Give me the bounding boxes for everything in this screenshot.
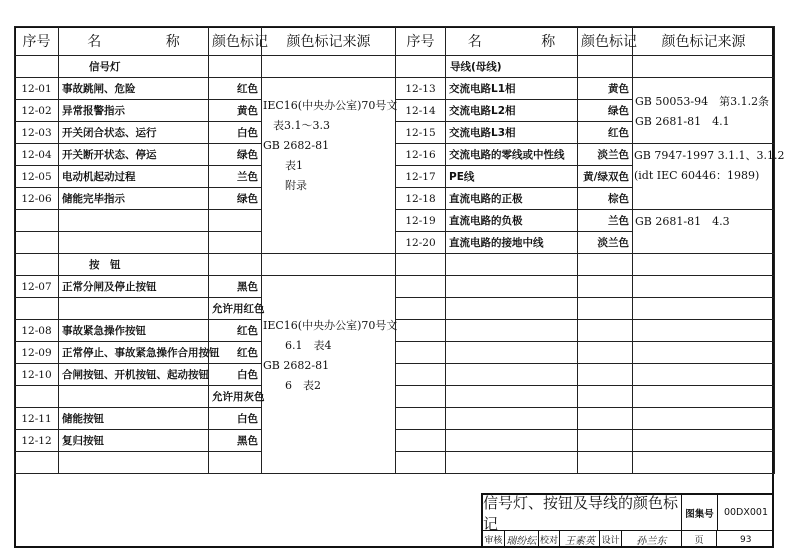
row-number [396, 276, 446, 298]
source-line: GB 50053-94 第3.1.2条 [635, 95, 770, 108]
row-color: 红色 [209, 320, 262, 342]
row-number: 12-10 [15, 364, 59, 386]
signature-row [481, 530, 774, 548]
header-name-right: 称 [165, 34, 180, 50]
title-block [481, 493, 774, 548]
row-number [396, 408, 446, 430]
table-row [396, 386, 775, 408]
table-row [396, 276, 775, 298]
source-line: 表1 [285, 159, 303, 172]
row-number [15, 254, 59, 276]
source-wire-3 [635, 212, 730, 232]
table-row [15, 56, 396, 78]
row-name: 储能完毕指示 [59, 188, 209, 210]
row-number [396, 298, 446, 320]
row-name [446, 430, 578, 452]
row-number: 12-03 [15, 122, 59, 144]
row-color: 红色 [578, 122, 633, 144]
row-name: 电动机起动过程 [59, 166, 209, 188]
header-color-mark: 颜色标记 [209, 27, 262, 56]
source-cell [633, 386, 775, 408]
row-number: 12-15 [396, 122, 446, 144]
source-line: (idt IEC 60446：1989) [634, 169, 760, 182]
source-line: 表3.1～3.3 [273, 119, 330, 132]
source-line: GB 2682-81 [263, 359, 330, 372]
header-name-left: 名 [87, 34, 102, 50]
source-cell [262, 254, 396, 276]
source-cell [633, 320, 775, 342]
design-signature: 孙兰东 [622, 531, 682, 548]
source-line: 6.1 表4 [285, 339, 332, 352]
row-number [396, 430, 446, 452]
row-number [15, 298, 59, 320]
header-name-right: 称 [541, 34, 556, 50]
row-number: 12-02 [15, 100, 59, 122]
row-name: 信号灯 [59, 56, 209, 78]
row-name [59, 452, 209, 474]
header-row [15, 27, 396, 56]
row-color: 黄/绿双色 [578, 166, 633, 188]
header-seq: 序号 [15, 27, 59, 56]
source-wire-1 [635, 92, 769, 132]
source-line: IEC16(中央办公室)70号文 [263, 99, 398, 112]
source-line: GB 2682-81 [263, 139, 330, 152]
row-color [209, 210, 262, 232]
review-signature: 瑞纷纭 [505, 531, 539, 548]
row-number [15, 232, 59, 254]
row-color [209, 56, 262, 78]
source-cell [633, 342, 775, 364]
row-color [578, 56, 633, 78]
header-name [59, 27, 209, 56]
row-name [446, 386, 578, 408]
table-row [396, 452, 775, 474]
row-number: 12-16 [396, 144, 446, 166]
row-name: 交流电路L3相 [446, 122, 578, 144]
source-line: GB 7947-1997 3.1.1、3.1.2 [634, 149, 785, 162]
row-color: 白色 [209, 408, 262, 430]
row-color: 绿色 [209, 188, 262, 210]
header-color-source: 颜色标记来源 [262, 27, 396, 56]
header-color-source: 颜色标记来源 [633, 27, 775, 56]
row-name: 按 钮 [59, 254, 209, 276]
atlas-label: 图集号 [681, 493, 717, 530]
row-name [446, 408, 578, 430]
source-cell [633, 254, 775, 276]
row-number: 12-12 [15, 430, 59, 452]
source-cell [633, 452, 775, 474]
row-number: 12-19 [396, 210, 446, 232]
row-color [578, 320, 633, 342]
row-number [396, 320, 446, 342]
row-color: 兰色 [209, 166, 262, 188]
row-name [446, 276, 578, 298]
row-name [446, 364, 578, 386]
design-label: 设计 [600, 531, 622, 548]
source-cell [633, 364, 775, 386]
check-signature: 王素英 [560, 531, 600, 548]
row-name: 直流电路的正极 [446, 188, 578, 210]
row-color: 黄色 [209, 100, 262, 122]
table-row [396, 408, 775, 430]
row-color [578, 298, 633, 320]
row-number [15, 56, 59, 78]
drawing-title: 信号灯、按钮及导线的颜色标记 [481, 493, 681, 530]
row-name: 正常分闸及停止按钮 [59, 276, 209, 298]
row-color [209, 452, 262, 474]
row-color [578, 386, 633, 408]
row-number: 12-04 [15, 144, 59, 166]
row-color [578, 276, 633, 298]
table-row [396, 298, 775, 320]
row-name [59, 386, 209, 408]
row-number [396, 364, 446, 386]
row-number: 12-01 [15, 78, 59, 100]
source-cell [633, 298, 775, 320]
row-color [578, 408, 633, 430]
row-number [15, 386, 59, 408]
row-color: 白色 [209, 122, 262, 144]
row-number: 12-08 [15, 320, 59, 342]
source-lamp [263, 96, 397, 196]
row-name [446, 298, 578, 320]
row-number: 12-14 [396, 100, 446, 122]
atlas-number: 00DX001 [717, 493, 774, 530]
row-color: 黑色 [209, 276, 262, 298]
row-color: 淡兰色 [578, 232, 633, 254]
row-name [59, 232, 209, 254]
table-row [15, 276, 396, 298]
table-row [396, 364, 775, 386]
row-name [59, 210, 209, 232]
row-color: 黄色 [578, 78, 633, 100]
row-name [446, 254, 578, 276]
header-color-mark: 颜色标记 [578, 27, 633, 56]
row-color [578, 342, 633, 364]
row-number [15, 210, 59, 232]
row-name: 开关闭合状态、运行 [59, 122, 209, 144]
row-number [396, 452, 446, 474]
row-color [209, 232, 262, 254]
row-name: 导线(母线) [446, 56, 578, 78]
source-line: GB 2681-81 4.3 [635, 215, 730, 228]
source-line: 6 表2 [285, 379, 321, 392]
row-color: 兰色 [578, 210, 633, 232]
row-number: 12-06 [15, 188, 59, 210]
row-number [15, 452, 59, 474]
row-color [578, 452, 633, 474]
row-color: 允许用灰色 [209, 386, 262, 408]
source-line: 附录 [285, 179, 307, 192]
row-color [578, 364, 633, 386]
row-name: 交流电路的零线或中性线 [446, 144, 578, 166]
row-name: 储能按钮 [59, 408, 209, 430]
row-name: 异常报警指示 [59, 100, 209, 122]
row-number [396, 254, 446, 276]
row-name: 合闸按钮、开机按钮、起动按钮 [59, 364, 209, 386]
row-color: 绿色 [209, 144, 262, 166]
table-row [396, 56, 775, 78]
row-number: 12-17 [396, 166, 446, 188]
row-number: 12-20 [396, 232, 446, 254]
row-name: 事故紧急操作按钮 [59, 320, 209, 342]
row-name: PE线 [446, 166, 578, 188]
check-label: 校对 [539, 531, 561, 548]
row-name [59, 298, 209, 320]
row-color: 绿色 [578, 100, 633, 122]
header-row [396, 27, 775, 56]
row-number: 12-13 [396, 78, 446, 100]
row-color [578, 430, 633, 452]
source-cell [633, 276, 775, 298]
row-name [446, 320, 578, 342]
row-number: 12-09 [15, 342, 59, 364]
row-color: 红色 [209, 342, 262, 364]
source-wire-2 [634, 146, 785, 186]
table-row [396, 320, 775, 342]
left-color-table [14, 26, 396, 474]
page-number: 93 [739, 534, 752, 545]
row-color [578, 254, 633, 276]
row-name: 直流电路的负极 [446, 210, 578, 232]
source-cell [262, 56, 396, 78]
row-color: 棕色 [578, 188, 633, 210]
row-name: 交流电路L1相 [446, 78, 578, 100]
row-name [446, 342, 578, 364]
header-seq: 序号 [396, 27, 446, 56]
row-color: 白色 [209, 364, 262, 386]
row-number [396, 386, 446, 408]
row-color: 黑色 [209, 430, 262, 452]
row-name: 交流电路L2相 [446, 100, 578, 122]
row-color: 红色 [209, 78, 262, 100]
row-color [209, 254, 262, 276]
source-line: IEC16(中央办公室)70号文 [263, 319, 398, 332]
row-name: 开关断开状态、停运 [59, 144, 209, 166]
row-number: 12-11 [15, 408, 59, 430]
source-button [263, 316, 397, 396]
source-cell [633, 56, 775, 78]
row-color: 允许用红色 [209, 298, 262, 320]
row-number [396, 342, 446, 364]
row-name: 事故跳闸、危险 [59, 78, 209, 100]
table-row [15, 254, 396, 276]
header-name-left: 名 [467, 34, 482, 50]
header-name [446, 27, 578, 56]
row-color: 淡兰色 [578, 144, 633, 166]
source-cell [633, 430, 775, 452]
page-label: 页 [682, 531, 718, 548]
row-number [396, 56, 446, 78]
row-name: 正常停止、事故紧急操作合用按钮 [59, 342, 209, 364]
row-name: 复归按钮 [59, 430, 209, 452]
row-name [446, 452, 578, 474]
table-row [396, 430, 775, 452]
table-row [396, 254, 775, 276]
source-line: GB 2681-81 4.1 [635, 115, 730, 128]
source-cell [633, 408, 775, 430]
row-number: 12-18 [396, 188, 446, 210]
table-row [396, 342, 775, 364]
review-label: 审核 [483, 531, 505, 548]
row-number: 12-05 [15, 166, 59, 188]
row-number: 12-07 [15, 276, 59, 298]
row-name: 直流电路的接地中线 [446, 232, 578, 254]
